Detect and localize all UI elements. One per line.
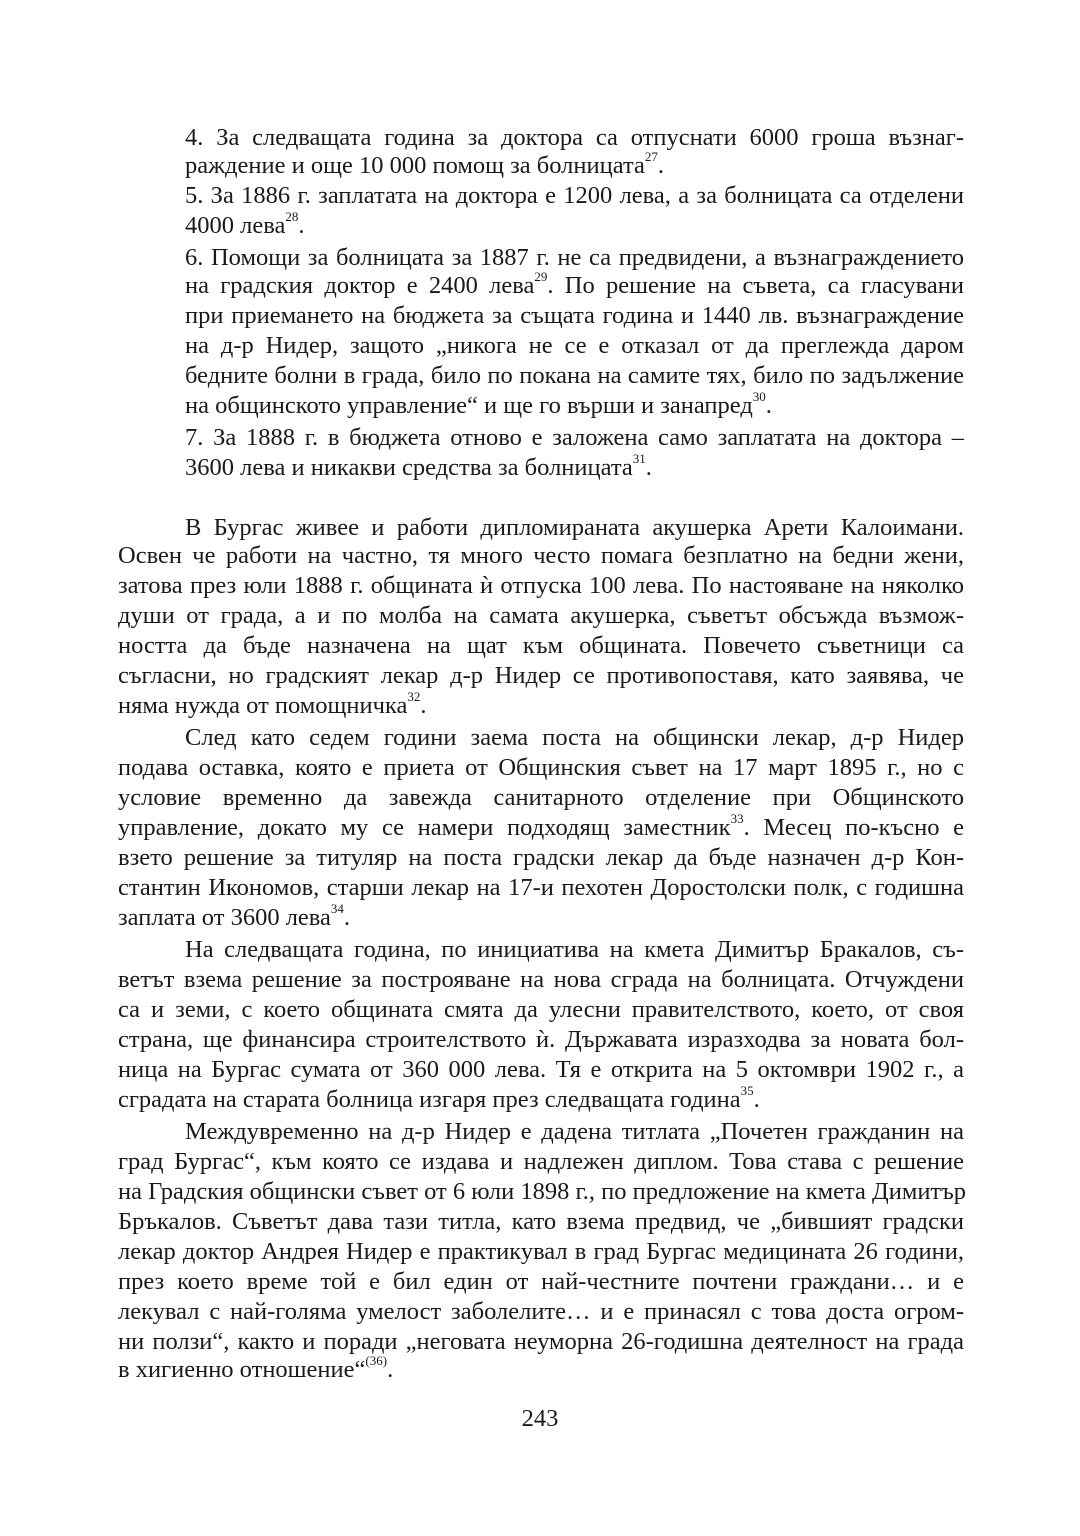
footnote-ref: 35 — [740, 1082, 754, 1098]
text-line — [118, 1082, 964, 1115]
text-line — [118, 601, 964, 631]
line-text: бедните болни в града, било по покана на самите тях, било по задължение — [185, 362, 964, 389]
line-text: ница на Бургас сумата от 360 000 лева. Тя е открита на 5 октомври 1902 г., а — [118, 1056, 964, 1083]
footnote-ref: 32 — [407, 688, 421, 704]
line-text: 5. За 1886 г. заплатата на доктора е 1200 лева, а за болницата са отделени — [185, 182, 964, 209]
line-text: на градския доктор е 2400 лева — [185, 272, 535, 299]
line-text: ни ползи“, както и поради „неговата неуморна 26-годишна деятелност на града — [118, 1328, 964, 1355]
text-line — [118, 1207, 964, 1237]
line-text-tail: . — [343, 904, 351, 931]
footnote-ref: 28 — [285, 208, 299, 224]
line-text-tail: . — [387, 1356, 394, 1383]
line-text: са и земи, с което общината смята да улесни правителството, което, от своя — [118, 996, 964, 1023]
line-text: ността да бъде назначена на щат към общината. Повечето съветници са — [118, 632, 964, 659]
text-line — [185, 148, 964, 181]
text-line — [118, 1025, 964, 1055]
text-line — [118, 688, 964, 721]
text-line — [185, 208, 964, 241]
line-text: няма нужда от помощничка — [118, 692, 408, 719]
text-line — [185, 723, 964, 753]
text-line — [118, 1177, 967, 1207]
text-line — [185, 1117, 964, 1147]
text-line — [118, 1267, 964, 1297]
line-text: Бръкалов. Съветът дава тази титла, като взема предвид, че „бившият градски — [118, 1208, 964, 1235]
line-text-tail: . — [298, 212, 305, 239]
line-text-tail: . По решение на съвета, са гласувани — [547, 272, 964, 299]
line-text: На следващата година, по инициатива на кмета Димитър Бракалов, съ- — [185, 936, 964, 963]
text-line — [118, 1297, 964, 1327]
line-text: през което време той е бил един от най-честните почтени граждани… и е — [118, 1268, 964, 1295]
text-line — [118, 965, 964, 995]
line-text: на Градския общински съвет от 6 юли 1898 г., по предложение на кмета Димитър — [118, 1178, 967, 1205]
text-line — [185, 361, 964, 391]
line-text: В Бургас живее и работи дипломираната акушерка Арети Калоимани. — [185, 514, 964, 541]
text-line — [118, 1327, 964, 1357]
text-line — [118, 873, 964, 903]
text-line — [185, 243, 964, 273]
line-text: лекар доктор Андрея Нидер е практикувал в град Бургас медицината 26 години, — [118, 1238, 964, 1265]
line-text: на общинското управление“ и ще го върши и занапред — [185, 392, 753, 419]
line-text: души от града, а и по молба на самата акушерка, съветът обсъжда възмож- — [118, 602, 964, 629]
text-line — [118, 995, 964, 1025]
text-line — [185, 388, 964, 421]
line-text: затова през юли 1888 г. общината ѝ отпуска 100 лева. По настояване на няколко — [118, 572, 964, 599]
footnote-ref: 31 — [632, 450, 646, 466]
text-line — [185, 181, 964, 211]
text-line — [118, 1055, 964, 1085]
text-line — [118, 783, 964, 813]
text-line — [118, 541, 964, 571]
line-text: 4000 лева — [185, 212, 286, 239]
footnote-ref: 27 — [644, 148, 658, 164]
text-line — [185, 331, 964, 361]
line-text-tail: . — [753, 1086, 760, 1113]
text-line — [185, 268, 964, 301]
text-line — [118, 1147, 964, 1177]
line-text: Междувременно на д-р Нидер е дадена титлата „Почетен гражданин на — [185, 1118, 964, 1145]
line-text: страна, ще финансира строителството ѝ. Държавата изразходва за новата бол- — [118, 1026, 964, 1053]
line-text-tail: . Месец по-късно е — [743, 814, 965, 841]
text-line — [118, 753, 964, 783]
text-line — [185, 123, 964, 153]
text-line — [118, 1352, 964, 1385]
line-text-tail: . — [657, 152, 664, 179]
text-line — [118, 661, 964, 691]
line-text: 4. За следващата година за доктора са отпуснати 6000 гроша възнаг- — [185, 124, 964, 151]
line-text: ветът взема решение за построяване на нова сграда на болницата. Отчуждени — [118, 966, 964, 993]
line-text: сградата на старата болница изгаря през следващата година — [118, 1086, 741, 1113]
line-text-tail: . — [765, 392, 772, 419]
text-line — [118, 810, 965, 843]
line-text: на д-р Нидер, защото „никога не се е отказал от да преглежда даром — [185, 332, 964, 359]
page-number: 243 — [521, 1405, 559, 1432]
line-text: подава оставка, която е приета от Общинския съвет на 17 март 1895 г., но с — [118, 754, 964, 781]
line-text: при приемането на бюджета за същата година и 1440 лв. възнаграждение — [185, 302, 964, 329]
line-text-tail: . — [645, 454, 652, 481]
footnote-ref: 34 — [330, 900, 344, 916]
line-text: Освен че работи на частно, тя много често помага безплатно на бедни жени, — [118, 542, 964, 569]
line-text: град Бургас“, към която се издава и надлежен диплом. Това става с решение — [118, 1148, 964, 1175]
line-text: управление, докато му се намери подходящ заместник — [118, 814, 731, 841]
text-line — [118, 571, 964, 601]
text-line — [118, 843, 964, 873]
line-text: в хигиенно отношение“ — [118, 1356, 366, 1383]
line-text: 3600 лева и никакви средства за болницата — [185, 454, 633, 481]
line-text: условие временно да завежда санитарното отделение при Общинското — [118, 784, 964, 811]
text-line — [118, 1237, 964, 1267]
line-text: заплата от 3600 лева — [118, 904, 331, 931]
footnote-ref: 29 — [534, 268, 548, 284]
text-line — [185, 935, 964, 965]
line-text: След като седем години заема поста на общински лекар, д-р Нидер — [185, 724, 964, 751]
footnote-ref: 30 — [752, 388, 766, 404]
line-text: стантин Икономов, старши лекар на 17-и пехотен Доростолски полк, с годишна — [118, 874, 964, 901]
text-line — [185, 423, 964, 453]
line-text: съгласни, но градският лекар д-р Нидер се противопоставя, като заявява, че — [118, 662, 964, 689]
line-text: раждение и още 10 000 помощ за болницата — [185, 152, 645, 179]
text-line — [118, 631, 964, 661]
line-text: лекувал с най-голяма умелост заболелите… и е принасял с това доста огром- — [118, 1298, 964, 1325]
line-text: 7. За 1888 г. в бюджета отново е заложена само заплатата на доктора – — [185, 424, 964, 451]
text-line — [185, 450, 964, 483]
text-line — [185, 301, 964, 331]
line-text: взето решение за титуляр на поста градски лекар да бъде назначен д-р Кон- — [118, 844, 964, 871]
footnote-ref: 33 — [730, 810, 744, 826]
footnote-ref: (36) — [365, 1352, 388, 1368]
line-text-tail: . — [420, 692, 427, 719]
text-line — [118, 900, 964, 933]
line-text: 6. Помощи за болницата за 1887 г. не са предвидени, а възнаграждението — [185, 244, 964, 271]
text-line — [185, 513, 964, 543]
